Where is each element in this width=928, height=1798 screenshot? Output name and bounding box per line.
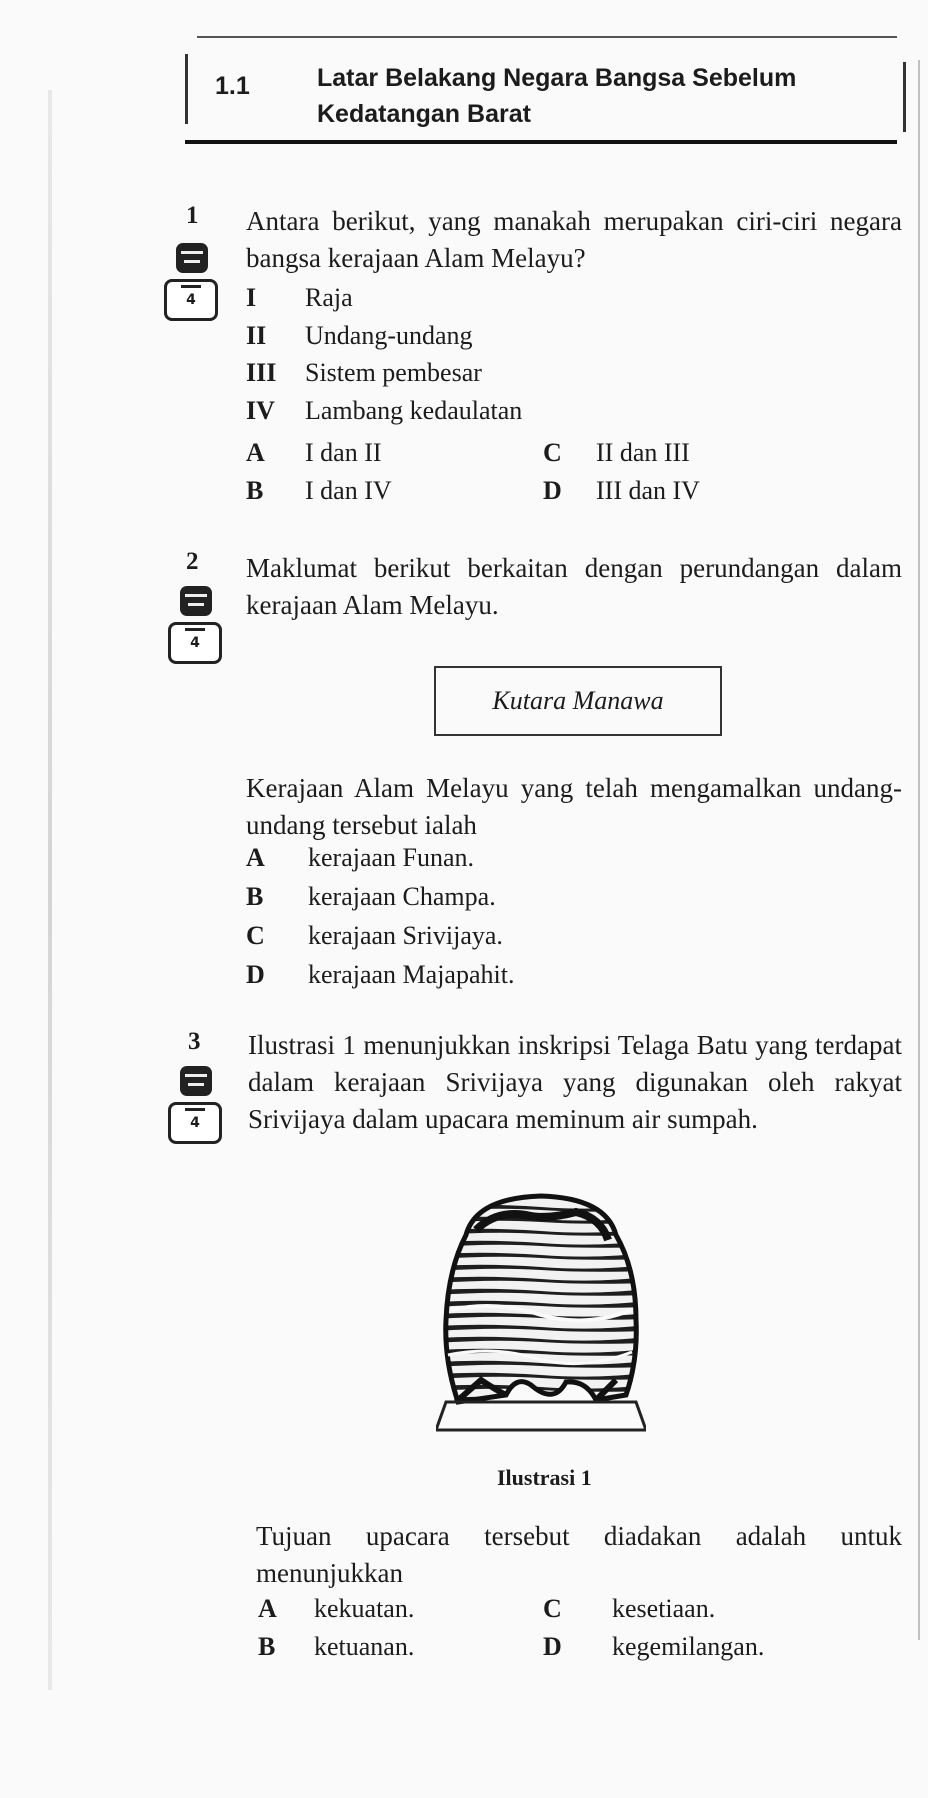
question-1-number: 1 xyxy=(186,202,199,229)
option-letter: B xyxy=(246,882,264,911)
statement-text: Undang-undang xyxy=(305,321,473,350)
option-text: kerajaan Majapahit. xyxy=(308,960,515,989)
header-bottom-rule xyxy=(185,140,897,144)
option-text: kerajaan Funan. xyxy=(308,843,475,872)
page-edge-shadow xyxy=(48,90,52,1690)
option-letter: C xyxy=(246,921,265,950)
option-text: kesetiaan. xyxy=(612,1594,716,1623)
page-edge-line xyxy=(918,60,920,1640)
illustration-caption: Ilustrasi 1 xyxy=(497,1465,592,1490)
statement-numeral: II xyxy=(246,321,267,350)
telaga-batu-illustration xyxy=(436,1190,646,1450)
section-title: Latar Belakang Negara Bangsa Sebelum Kedatangan Barat xyxy=(317,64,797,128)
info-box: Kutara Manawa xyxy=(434,666,722,736)
option-text: kerajaan Champa. xyxy=(308,882,496,911)
question-2-stem: Maklumat berikut berkaitan dengan perundangan dalam kerajaan Alam Melayu. xyxy=(246,553,902,620)
option-letter: A xyxy=(246,438,265,467)
question-2-prompt: Kerajaan Alam Melayu yang telah mengamalkan undang-undang tersebut ialah xyxy=(246,773,902,840)
section-number: 1.1 xyxy=(215,72,250,100)
question-2-number: 2 xyxy=(186,548,199,575)
option-letter: D xyxy=(246,960,265,989)
statement-text: Raja xyxy=(305,283,353,312)
statement-text: Lambang kedaulatan xyxy=(305,396,523,425)
question-3-number: 3 xyxy=(188,1028,201,1055)
option-text: kekuatan. xyxy=(314,1594,415,1623)
option-text: I dan IV xyxy=(305,476,392,505)
statement-text: Sistem pembesar xyxy=(305,358,482,387)
option-letter: B xyxy=(246,476,264,505)
question-3-stem: Ilustrasi 1 menunjukkan inskripsi Telaga Batu yang terdapat dalam kerajaan Srivijaya yang digunakan oleh rakyat Srivijaya dalam upacara meminum air sumpah. xyxy=(248,1030,902,1134)
header-right-rule xyxy=(903,62,906,132)
option-letter: C xyxy=(543,438,562,467)
option-letter: A xyxy=(246,843,265,872)
skill-badge-icon xyxy=(168,586,220,662)
option-letter: D xyxy=(543,1632,562,1661)
skill-badge-icon xyxy=(168,1066,220,1142)
section-header xyxy=(185,32,907,144)
option-letter: C xyxy=(543,1594,562,1623)
header-left-rule xyxy=(185,54,188,124)
option-letter: B xyxy=(258,1632,276,1661)
skill-badge-label: 4 xyxy=(186,292,196,308)
skill-badge-label: 4 xyxy=(190,1115,200,1131)
option-text: kegemilangan. xyxy=(612,1632,765,1661)
option-text: ketuanan. xyxy=(314,1632,415,1661)
option-letter: D xyxy=(543,476,562,505)
option-letter: A xyxy=(258,1594,277,1623)
header-top-rule xyxy=(197,36,897,38)
option-text: II dan III xyxy=(596,438,690,467)
question-3-prompt: Tujuan upacara tersebut diadakan adalah untuk menunjukkan xyxy=(256,1521,902,1588)
option-text: kerajaan Srivijaya. xyxy=(308,921,503,950)
statement-numeral: III xyxy=(246,358,277,387)
option-text: I dan II xyxy=(305,438,382,467)
option-text: III dan IV xyxy=(596,476,700,505)
skill-badge-icon xyxy=(164,243,216,319)
question-1-stem: Antara berikut, yang manakah merupakan ciri-ciri negara bangsa kerajaan Alam Melayu? xyxy=(246,206,902,273)
statement-numeral: IV xyxy=(246,396,275,425)
skill-badge-label: 4 xyxy=(190,635,200,651)
statement-numeral: I xyxy=(246,283,257,312)
